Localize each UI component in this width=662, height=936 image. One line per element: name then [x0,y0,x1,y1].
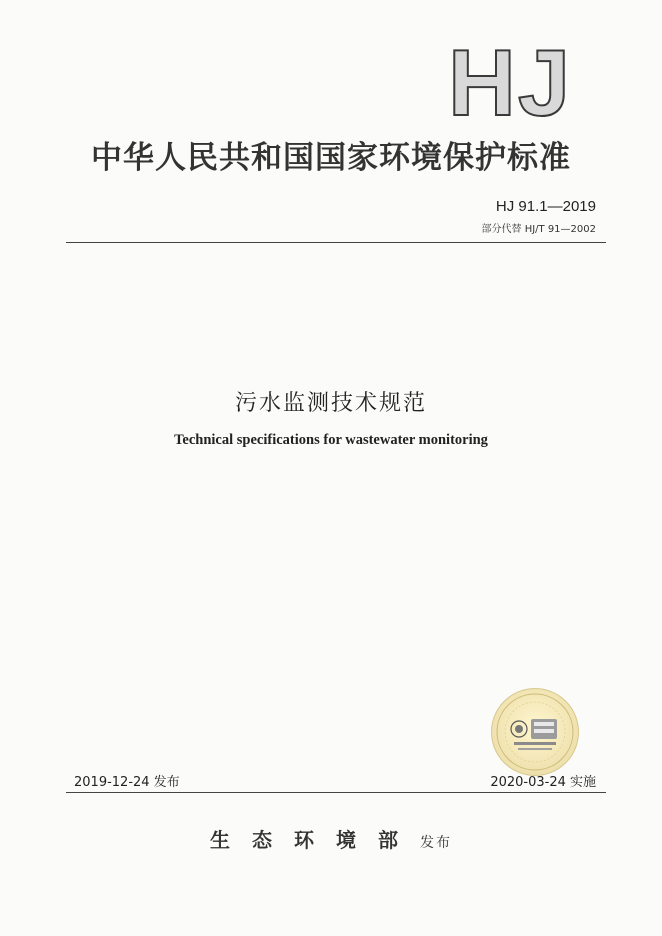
publisher-name: 生态环境部 [210,828,420,852]
document-title-zh: 污水监测技术规范 [234,391,427,416]
bottom-divider [66,792,606,793]
standard-code: HJ 91.1—2019 [495,198,596,215]
replaces-note: 部分代替 HJ/T 91—2002 [481,224,596,235]
seal-graphic [492,689,578,775]
standard-category-title: 中华人民共和国国家环境保护标准 [91,140,571,176]
document-title-en: Technical specifications for wastewater monitoring [174,432,488,448]
release-date: 2019-12-24 发布 [74,775,180,790]
publisher-line [0,824,662,853]
anti-counterfeit-seal [491,688,579,776]
effective-date: 2020-03-24 实施 [490,775,596,790]
top-divider [66,242,606,243]
publisher-suffix: 发布 [420,835,452,851]
hj-logo: HJ [448,30,573,135]
